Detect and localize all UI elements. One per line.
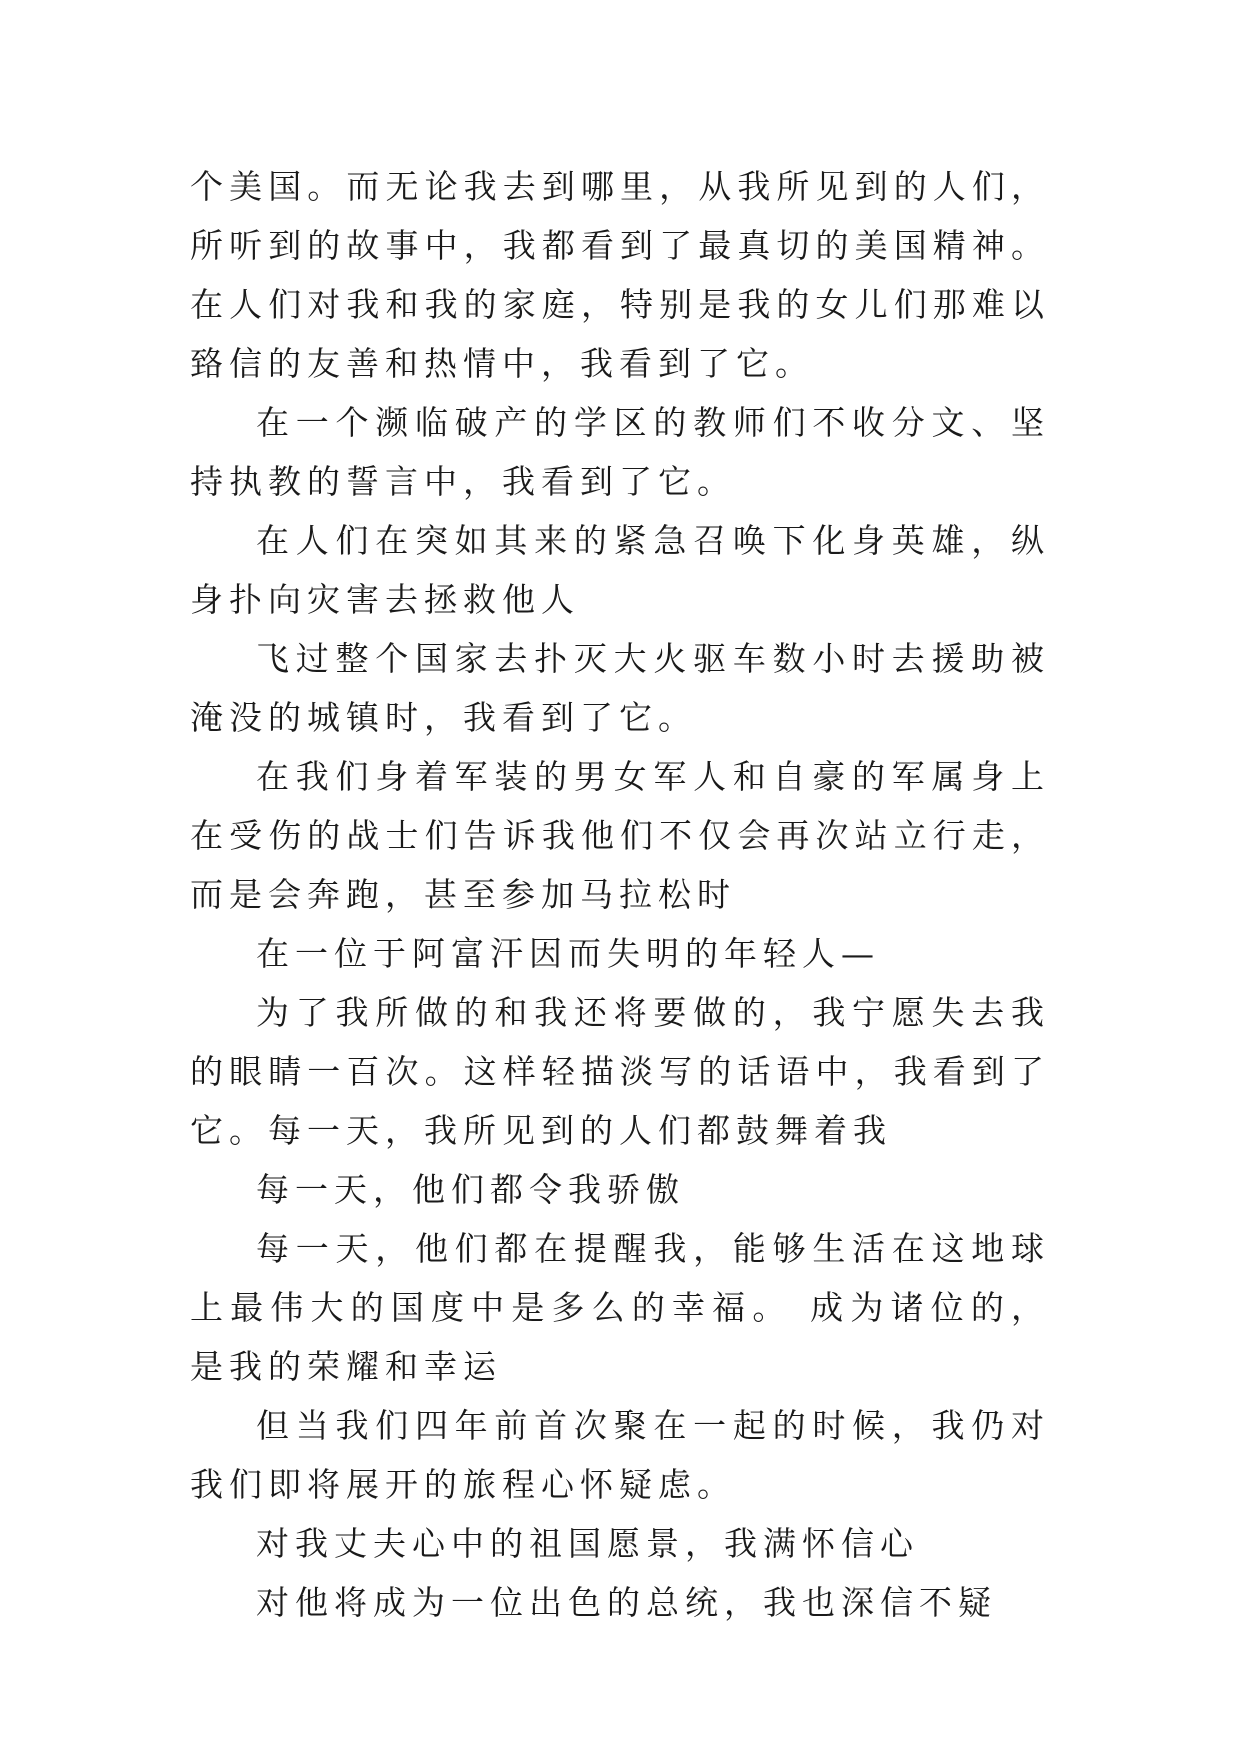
paragraph-7: 为了我所做的和我还将要做的，我宁愿失去我的眼睛一百次。这样轻描淡写的话语中，我看到了它。每一天，我所见到的人们都鼓舞着我 [190,993,1050,1150]
paragraph-8: 每一天，他们都令我骄傲 [256,1170,685,1209]
paragraph-12: 对他将成为一位出色的总统，我也深信不疑 [256,1583,997,1622]
paragraph-4: 飞过整个国家去扑灭大火驱车数小时去援助被淹没的城镇时，我看到了它。 [190,639,1050,737]
paragraph-6: 在一位于阿富汗因而失明的年轻人— [256,934,880,973]
paragraph-1: 个美国。而无论我去到哪里，从我所见到的人们，所听到的故事中，我都看到了最真切的美国精神。在人们对我和我的家庭，特别是我的女儿们那难以臵信的友善和热情中，我看到了它。 [190,167,1050,383]
paragraph-2: 在一个濒临破产的学区的教师们不收分文、坚持执教的誓言中，我看到了它。 [190,403,1050,501]
paragraph-9: 每一天，他们都在提醒我，能够生活在这地球上最伟大的国度中是多么的幸福。 成为诸位的，是我的荣耀和幸运 [190,1229,1050,1386]
body-text [190,157,1050,1632]
paragraph-3: 在人们在突如其来的紧急召唤下化身英雄，纵身扑向灾害去拯救他人 [190,521,1050,619]
paragraph-10: 但当我们四年前首次聚在一起的时候，我仍对我们即将展开的旅程心怀疑虑。 [190,1406,1050,1504]
paragraph-11: 对我丈夫心中的祖国愿景，我满怀信心 [256,1524,919,1563]
paragraph-5: 在我们身着军装的男女军人和自豪的军属身上在受伤的战士们告诉我他们不仅会再次站立行走，而是会奔跑，甚至参加马拉松时 [190,757,1050,914]
